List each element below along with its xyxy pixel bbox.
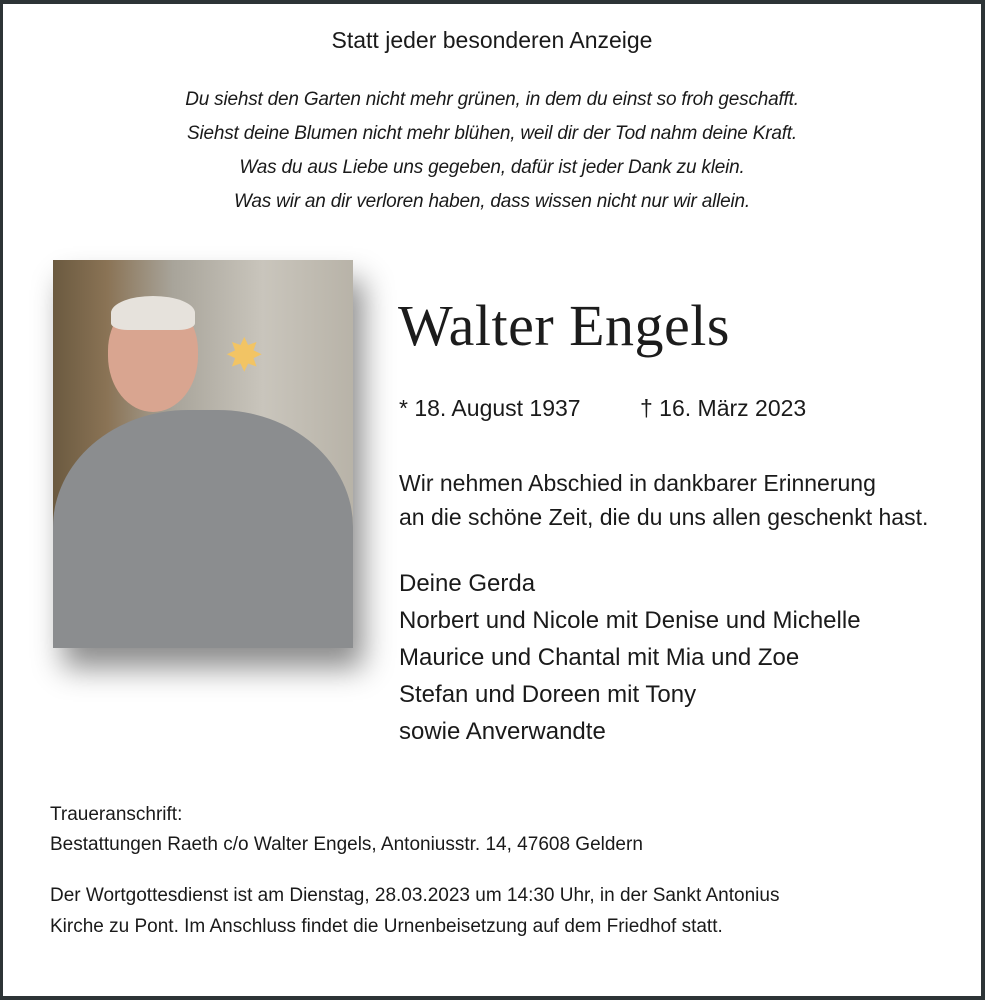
service-line: Der Wortgottesdienst ist am Dienstag, 28.03.2023 um 14:30 Uhr, in der Sankt Antonius [50,885,780,906]
family-line: Stefan und Doreen mit Tony [399,681,697,708]
service-line: Kirche zu Pont. Im Anschluss findet die Urnenbeisetzung auf dem Friedhof statt. [50,916,723,937]
family-line: Deine Gerda [399,570,536,597]
address: Bestattungen Raeth c/o Walter Engels, Antoniusstr. 14, 47608 Geldern [50,834,643,855]
poem-line: Was du aus Liebe uns gegeben, dafür ist jeder Dank zu klein. [239,157,745,178]
poem-line: Du siehst den Garten nicht mehr grünen, in dem du einst so froh geschafft. [185,89,799,110]
family-line: Maurice und Chantal mit Mia und Zoe [399,644,800,671]
family-line: sowie Anverwandte [399,718,606,745]
birth-date: * 18. August 1937 [399,395,581,421]
obituary-notice [3,4,981,996]
family-line: Norbert und Nicole mit Denise und Michelle [399,607,861,634]
message-line: Wir nehmen Abschied in dankbarer Erinnerung [399,470,876,496]
message-line: an die schöne Zeit, die du uns allen geschenkt hast. [399,504,929,530]
poem-line: Was wir an dir verloren haben, dass wissen nicht nur wir allein. [234,191,750,212]
heading: Statt jeder besonderen Anzeige [331,27,653,53]
address-label: Traueranschrift: [50,804,183,825]
poem-line: Siehst deine Blumen nicht mehr blühen, weil dir der Tod nahm deine Kraft. [187,123,797,144]
death-date: † 16. März 2023 [640,395,807,421]
star-decoration-icon: ✸ [225,329,264,381]
deceased-name: Walter Engels [398,293,730,358]
portrait-photo [53,260,353,648]
